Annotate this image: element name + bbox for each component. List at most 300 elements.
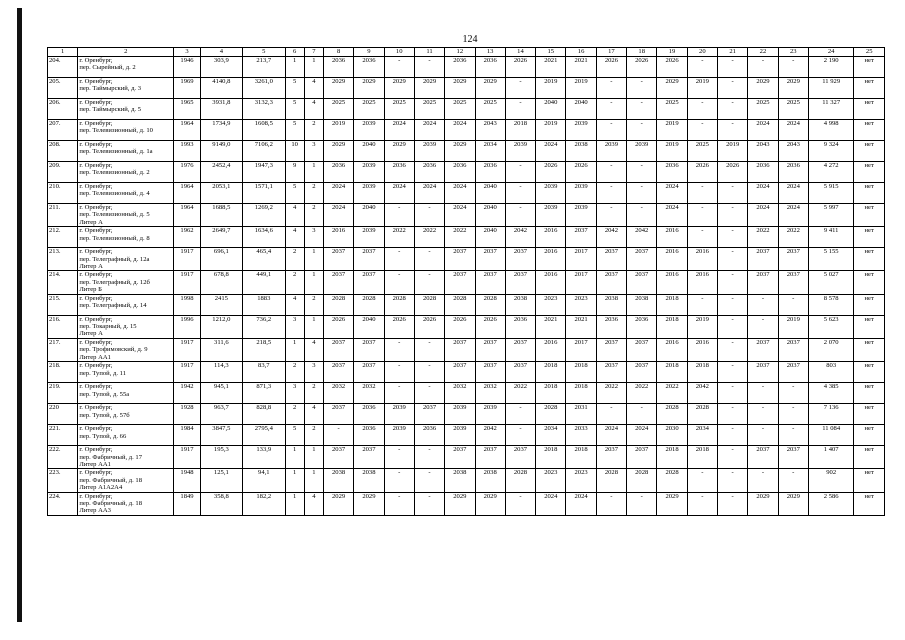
data-cell: 2795,4	[243, 425, 285, 446]
data-cell: 1	[285, 492, 304, 515]
data-cell: 7106,2	[243, 141, 285, 162]
data-cell: 7 136	[808, 404, 853, 425]
data-cell: 2024	[596, 425, 626, 446]
data-cell: -	[687, 99, 717, 120]
row-number: 218.	[48, 362, 78, 383]
data-cell: 2026	[384, 315, 414, 338]
data-cell: 2022	[414, 227, 444, 248]
data-cell: 2040	[536, 99, 566, 120]
address-line: пер. Трофимовский, д. 9	[79, 346, 148, 354]
data-cell: 2025	[354, 99, 384, 120]
column-number: 11	[414, 48, 444, 57]
data-cell: 2028	[687, 404, 717, 425]
address-line: г. Оренбург,	[79, 57, 113, 64]
data-cell: 2	[304, 204, 323, 227]
data-cell: -	[687, 183, 717, 204]
data-cell: 5 623	[808, 315, 853, 338]
address-line: г. Оренбург,	[79, 294, 113, 302]
address-line: г. Оренбург,	[79, 315, 113, 323]
data-cell: -	[718, 183, 748, 204]
data-cell: 2019	[566, 78, 596, 99]
data-cell: 2022	[505, 383, 535, 404]
data-cell: 2025	[748, 99, 778, 120]
data-cell: 2037	[354, 248, 384, 271]
data-cell: 2036	[505, 315, 535, 338]
data-cell: 4	[304, 404, 323, 425]
data-cell: 2016	[536, 227, 566, 248]
address-line: г. Оренбург,	[79, 248, 113, 256]
data-cell: 2026	[505, 57, 535, 78]
data-cell: 2037	[627, 338, 657, 361]
data-cell: 2028	[475, 294, 505, 315]
column-number: 21	[718, 48, 748, 57]
data-cell: -	[748, 469, 778, 492]
address-line: Литер А1А2А4	[79, 484, 123, 492]
data-cell: 2042	[627, 227, 657, 248]
data-cell: 2037	[475, 338, 505, 361]
address-line: пер. Фабричный, д. 17	[79, 453, 143, 461]
data-cell: 2019	[536, 78, 566, 99]
data-cell: -	[748, 315, 778, 338]
column-number: 20	[687, 48, 717, 57]
address-line: пер. Телеграфный, д. 14	[79, 302, 147, 310]
data-cell: нет	[854, 338, 885, 361]
column-number: 2	[78, 48, 174, 57]
data-cell: 1	[285, 446, 304, 469]
data-cell: 2038	[627, 294, 657, 315]
data-cell: 2019	[323, 120, 353, 141]
data-cell: 2033	[566, 425, 596, 446]
data-cell: нет	[854, 162, 885, 183]
data-cell: 2037	[323, 446, 353, 469]
data-cell: нет	[854, 362, 885, 383]
data-cell: 2037	[505, 271, 535, 294]
data-cell: 2029	[323, 492, 353, 515]
data-cell: нет	[854, 141, 885, 162]
data-cell: 2029	[778, 78, 808, 99]
table-row	[48, 120, 885, 141]
data-cell: 2019	[657, 141, 687, 162]
data-cell: 83,7	[243, 362, 285, 383]
data-cell: 2019	[687, 78, 717, 99]
data-cell: -	[384, 492, 414, 515]
data-cell: 2024	[566, 492, 596, 515]
data-cell: 2037	[323, 271, 353, 294]
address-line: Литер Б	[79, 286, 102, 294]
data-cell: -	[687, 469, 717, 492]
data-cell: 2029	[748, 78, 778, 99]
data-cell: 2037	[566, 227, 596, 248]
data-cell: 2042	[596, 227, 626, 248]
data-cell: 2026	[627, 57, 657, 78]
data-cell: 2 586	[808, 492, 853, 515]
data-cell: нет	[854, 78, 885, 99]
data-cell: 2018	[536, 383, 566, 404]
data-cell: 2037	[445, 338, 475, 361]
data-cell: 2037	[748, 446, 778, 469]
data-cell: 2026	[445, 315, 475, 338]
column-number-row	[48, 48, 885, 57]
data-cell: 1571,1	[243, 183, 285, 204]
data-cell: 2029	[445, 78, 475, 99]
data-cell: 5	[285, 183, 304, 204]
data-cell: 2037	[748, 362, 778, 383]
column-number: 12	[445, 48, 475, 57]
data-cell: 2029	[475, 492, 505, 515]
data-cell: 2019	[536, 120, 566, 141]
data-cell: 2021	[566, 57, 596, 78]
data-cell: -	[384, 362, 414, 383]
data-cell: -	[384, 383, 414, 404]
data-cell: -	[384, 469, 414, 492]
data-cell: 2036	[657, 162, 687, 183]
data-cell: -	[687, 120, 717, 141]
data-cell: 2649,7	[200, 227, 242, 248]
data-cell: 2037	[778, 446, 808, 469]
data-cell: 1917	[174, 338, 200, 361]
data-cell: 5	[285, 120, 304, 141]
data-cell: 2017	[566, 248, 596, 271]
data-cell: нет	[854, 315, 885, 338]
data-cell: 2036	[414, 162, 444, 183]
data-cell: 2415	[200, 294, 242, 315]
data-cell: 2019	[778, 315, 808, 338]
data-cell: 2037	[778, 248, 808, 271]
data-cell: 3	[304, 362, 323, 383]
table-row	[48, 271, 885, 294]
address-cell	[78, 227, 174, 248]
column-number: 25	[854, 48, 885, 57]
data-cell: 2028	[657, 404, 687, 425]
data-cell: -	[414, 248, 444, 271]
data-cell: 3	[285, 383, 304, 404]
data-cell: -	[414, 492, 444, 515]
column-number: 9	[354, 48, 384, 57]
data-cell: 902	[808, 469, 853, 492]
data-cell: -	[687, 227, 717, 248]
row-number: 204.	[48, 57, 78, 78]
address-cell	[78, 383, 174, 404]
data-cell: 1917	[174, 271, 200, 294]
table-row	[48, 204, 885, 227]
data-cell: -	[627, 404, 657, 425]
data-cell: 736,2	[243, 315, 285, 338]
data-cell: -	[748, 404, 778, 425]
data-cell: 2036	[354, 425, 384, 446]
column-number: 18	[627, 48, 657, 57]
data-cell: 1	[304, 469, 323, 492]
column-number: 15	[536, 48, 566, 57]
data-cell: 2037	[596, 248, 626, 271]
data-cell: 11 084	[808, 425, 853, 446]
data-cell: 2026	[687, 162, 717, 183]
address-line: г. Оренбург,	[79, 492, 113, 500]
data-cell: нет	[854, 57, 885, 78]
row-number: 217.	[48, 338, 78, 361]
data-cell: 1917	[174, 248, 200, 271]
data-cell: -	[596, 162, 626, 183]
data-cell: -	[414, 204, 444, 227]
data-cell: -	[778, 294, 808, 315]
data-cell: 2022	[384, 227, 414, 248]
data-cell: -	[778, 404, 808, 425]
address-cell	[78, 183, 174, 204]
data-cell: 2036	[748, 162, 778, 183]
data-cell: 2029	[354, 78, 384, 99]
data-cell: 2039	[596, 141, 626, 162]
data-cell: 2019	[687, 315, 717, 338]
data-cell: 2023	[566, 469, 596, 492]
data-cell: 2029	[778, 492, 808, 515]
data-cell: 2043	[748, 141, 778, 162]
data-cell: 4 385	[808, 383, 853, 404]
table-row	[48, 425, 885, 446]
data-cell: -	[384, 57, 414, 78]
data-cell: 2036	[445, 162, 475, 183]
data-cell: 2016	[687, 338, 717, 361]
data-cell: -	[718, 469, 748, 492]
data-cell: 2452,4	[200, 162, 242, 183]
data-cell: -	[414, 362, 444, 383]
row-number: 216.	[48, 315, 78, 338]
data-cell: 125,1	[200, 469, 242, 492]
data-cell: -	[627, 162, 657, 183]
address-cell	[78, 315, 174, 338]
data-cell: 1688,5	[200, 204, 242, 227]
data-cell: -	[778, 57, 808, 78]
row-number: 224.	[48, 492, 78, 515]
data-cell: 2024	[384, 120, 414, 141]
data-cell: 2032	[354, 383, 384, 404]
table-row	[48, 78, 885, 99]
data-cell: 2036	[627, 315, 657, 338]
data-cell: 2037	[445, 248, 475, 271]
data-cell: 2	[285, 362, 304, 383]
address-line: пер. Фабричный, д. 18	[79, 476, 143, 484]
data-cell: 2037	[596, 271, 626, 294]
data-cell: 2028	[384, 294, 414, 315]
row-number: 207.	[48, 120, 78, 141]
address-line: пер. Телевизионный, д. 4	[79, 190, 150, 198]
row-number: 205.	[48, 78, 78, 99]
data-cell: -	[384, 271, 414, 294]
data-cell: 449,1	[243, 271, 285, 294]
data-cell: -	[505, 162, 535, 183]
data-cell: 2025	[475, 99, 505, 120]
data-cell: 2024	[323, 183, 353, 204]
data-cell: 2019	[718, 141, 748, 162]
data-cell: 465,4	[243, 248, 285, 271]
address-line: Литер А	[79, 263, 103, 271]
data-cell: 303,9	[200, 57, 242, 78]
data-cell: 1964	[174, 183, 200, 204]
column-number: 19	[657, 48, 687, 57]
data-cell: нет	[854, 294, 885, 315]
data-cell: 2026	[475, 315, 505, 338]
data-cell: 2016	[687, 248, 717, 271]
data-cell: 2024	[414, 183, 444, 204]
data-cell: -	[718, 362, 748, 383]
data-cell: 2021	[536, 315, 566, 338]
data-cell: 1 407	[808, 446, 853, 469]
data-cell: 4	[304, 99, 323, 120]
data-cell: -	[718, 99, 748, 120]
data-cell: 2026	[566, 162, 596, 183]
data-cell: 678,8	[200, 271, 242, 294]
column-number: 1	[48, 48, 78, 57]
table-row	[48, 57, 885, 78]
data-cell: 133,9	[243, 446, 285, 469]
address-line: пер. Тупой, д. 11	[79, 369, 127, 377]
address-cell	[78, 248, 174, 271]
data-cell: 2038	[475, 469, 505, 492]
data-cell: 2029	[414, 78, 444, 99]
data-cell: 2034	[475, 141, 505, 162]
address-line: пер. Токарный, д. 15	[79, 323, 137, 331]
data-cell: 2036	[596, 315, 626, 338]
data-cell: 871,3	[243, 383, 285, 404]
column-number: 3	[174, 48, 200, 57]
data-cell: 2016	[657, 338, 687, 361]
data-cell: нет	[854, 404, 885, 425]
data-cell: 1269,2	[243, 204, 285, 227]
data-cell: 2018	[536, 362, 566, 383]
data-cell: 2039	[414, 141, 444, 162]
data-cell: 2018	[536, 446, 566, 469]
address-cell	[78, 425, 174, 446]
data-cell: -	[596, 183, 626, 204]
address-line: пер. Таймырский, д. 5	[79, 106, 142, 114]
data-cell: 2022	[748, 227, 778, 248]
data-cell: 2	[285, 248, 304, 271]
data-cell: -	[384, 446, 414, 469]
data-cell: 1634,6	[243, 227, 285, 248]
data-cell: 2016	[536, 248, 566, 271]
address-line: г. Оренбург,	[79, 446, 113, 454]
data-cell: 2036	[414, 425, 444, 446]
column-number: 23	[778, 48, 808, 57]
address-line: пер. Телеграфный, д. 12б	[79, 278, 150, 286]
data-cell: 2025	[687, 141, 717, 162]
data-cell: 2037	[596, 362, 626, 383]
data-cell: 2	[304, 425, 323, 446]
data-cell: 2037	[505, 362, 535, 383]
data-cell: -	[505, 183, 535, 204]
data-cell: 2018	[566, 362, 596, 383]
data-cell: 2029	[657, 492, 687, 515]
address-line: г. Оренбург,	[79, 99, 113, 106]
address-cell	[78, 446, 174, 469]
data-cell: 3261,0	[243, 78, 285, 99]
data-cell: 3847,5	[200, 425, 242, 446]
data-cell: 2026	[657, 57, 687, 78]
address-line: г. Оренбург,	[79, 141, 113, 148]
address-line: г. Оренбург,	[79, 362, 113, 370]
data-cell: 2025	[445, 99, 475, 120]
data-cell: 2036	[475, 162, 505, 183]
data-cell: 3132,3	[243, 99, 285, 120]
data-cell: 2025	[384, 99, 414, 120]
data-cell: -	[505, 204, 535, 227]
data-cell: -	[718, 248, 748, 271]
data-cell: 2 070	[808, 338, 853, 361]
data-cell: 1942	[174, 383, 200, 404]
data-cell: нет	[854, 425, 885, 446]
data-cell: 2037	[778, 271, 808, 294]
address-line: г. Оренбург,	[79, 227, 113, 235]
address-line: г. Оренбург,	[79, 162, 113, 169]
column-number: 16	[566, 48, 596, 57]
data-cell: нет	[854, 120, 885, 141]
address-cell	[78, 78, 174, 99]
data-cell: 2039	[354, 162, 384, 183]
data-cell: 2028	[536, 404, 566, 425]
data-cell: 9	[285, 162, 304, 183]
data-cell: 2038	[354, 469, 384, 492]
data-cell: -	[778, 425, 808, 446]
data-cell: 2	[285, 271, 304, 294]
data-cell: 2030	[657, 425, 687, 446]
address-line: пер. Телевизионный, д. 8	[79, 234, 150, 242]
data-cell: 2036	[323, 57, 353, 78]
data-cell: 2037	[748, 338, 778, 361]
data-cell: 2032	[323, 383, 353, 404]
data-cell: 213,7	[243, 57, 285, 78]
data-cell: 2037	[323, 338, 353, 361]
data-cell: 5 997	[808, 204, 853, 227]
data-cell: 2040	[354, 141, 384, 162]
data-cell: 2028	[505, 469, 535, 492]
data-cell: 2040	[475, 204, 505, 227]
data-cell: -	[627, 120, 657, 141]
data-cell: 1962	[174, 227, 200, 248]
data-cell: 2039	[566, 183, 596, 204]
page-number: 124	[462, 34, 478, 45]
data-cell: 2040	[354, 204, 384, 227]
data-cell: -	[384, 204, 414, 227]
data-cell: 2018	[505, 120, 535, 141]
column-number: 22	[748, 48, 778, 57]
data-cell: -	[596, 204, 626, 227]
data-cell: -	[414, 446, 444, 469]
address-cell	[78, 294, 174, 315]
data-cell: 2040	[566, 99, 596, 120]
row-number: 219.	[48, 383, 78, 404]
data-cell: 2039	[505, 141, 535, 162]
data-cell: 2038	[505, 294, 535, 315]
page-binding-edge	[17, 8, 22, 622]
address-line: г. Оренбург,	[79, 204, 113, 211]
data-cell: 8 578	[808, 294, 853, 315]
address-line: г. Оренбург,	[79, 425, 113, 433]
table-row	[48, 446, 885, 469]
data-cell: -	[718, 425, 748, 446]
data-cell: 2037	[445, 271, 475, 294]
data-cell: 1849	[174, 492, 200, 515]
data-cell: 2036	[354, 404, 384, 425]
data-cell: 2025	[657, 99, 687, 120]
data-cell: 2024	[748, 204, 778, 227]
data-cell: -	[718, 294, 748, 315]
data-cell: 2039	[384, 404, 414, 425]
data-cell: 2024	[323, 204, 353, 227]
address-line: пер. Телевизионный, д. 1а	[79, 148, 153, 156]
data-cell: 2037	[354, 362, 384, 383]
data-cell: 2026	[536, 162, 566, 183]
data-cell: 2034	[687, 425, 717, 446]
data-cell: -	[718, 271, 748, 294]
data-cell: 2039	[475, 404, 505, 425]
